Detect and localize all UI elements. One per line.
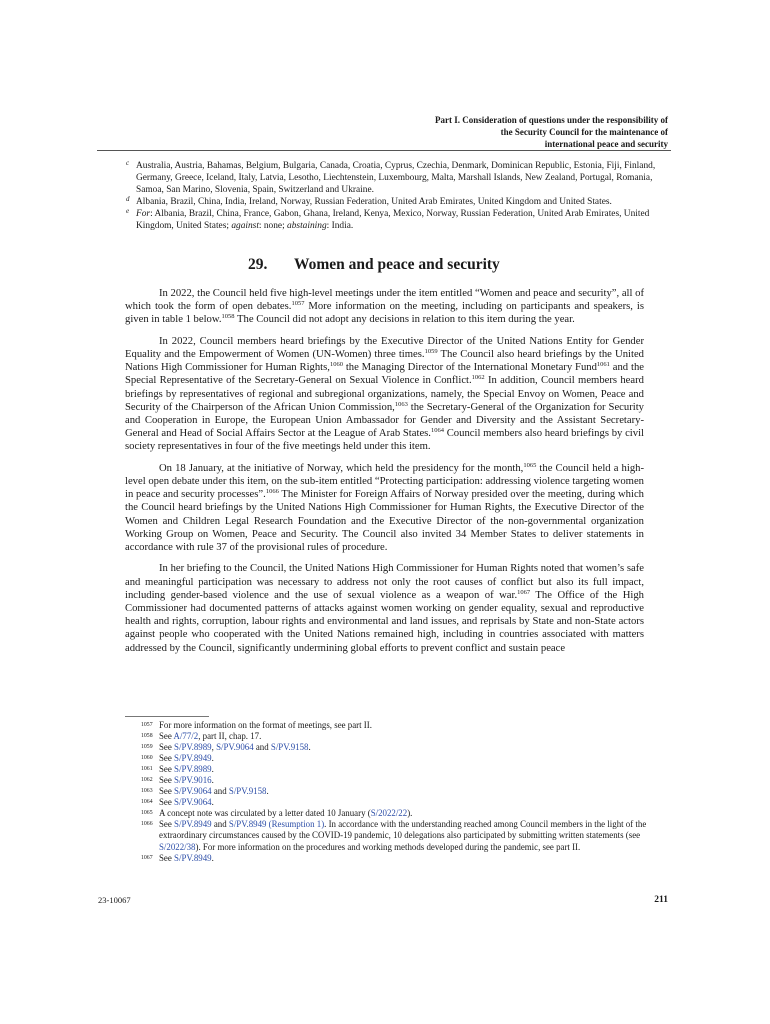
footnote-number: 1067 [141, 854, 153, 861]
footnote [138, 742, 648, 753]
document-link[interactable]: S/PV.9064 [174, 797, 212, 808]
document-link[interactable]: S/PV.8989 [174, 742, 212, 753]
document-link[interactable]: S/PV.9158 [270, 742, 309, 753]
document-link[interactable]: S/2022/38 [159, 841, 196, 852]
footnote-text: A concept note was circulated by a letter dated 10 January ( [159, 808, 371, 819]
document-link[interactable]: S/PV.9064 [174, 786, 212, 797]
table-notes [126, 160, 656, 233]
footnote-text: See [159, 797, 175, 808]
footnote [138, 797, 648, 808]
footnote-text: . [308, 742, 311, 753]
footnote [138, 786, 648, 797]
text-run: and the Special Representative of the Secretary-General on Sexual Violence in Conflict. [125, 362, 644, 387]
footnote-ref[interactable]: 1064 [430, 427, 444, 435]
footnote-number: 1063 [141, 788, 153, 795]
footnote-ref[interactable]: 1058 [221, 313, 235, 321]
footnote-number: 1059 [141, 744, 153, 751]
footnote-text: and [253, 742, 271, 753]
footnote [138, 853, 648, 864]
note-mark: e [126, 207, 130, 216]
footnote-number: 1062 [141, 777, 153, 784]
document-number: 23-10067 [98, 895, 131, 905]
section-heading [248, 256, 500, 274]
footnote-ref[interactable]: 1063 [394, 400, 408, 408]
footnote-text: See [159, 819, 175, 830]
text-run: the Council held a high-level open debate under this item, on the sub-item entitled “Protecting participation: addressing violence targeting women in peace and security processes”. [125, 462, 645, 501]
footnote [138, 764, 648, 775]
footnote-text: ). For more information on the procedures and working methods developed during the pandemic, see part II. [195, 841, 581, 852]
footnote [138, 808, 648, 819]
text-run: In 2022, the Council held five high-level meetings under the item entitled “Women and peace and security”, all of which took the form of open debates. [125, 288, 644, 313]
footnote-text: . [211, 852, 214, 863]
text-run: The Council also heard briefings by the United Nations High Commissioner for Human Rights, [125, 349, 644, 374]
footnote-number: 1060 [141, 755, 153, 762]
running-header-line: international peace and security [544, 139, 668, 149]
footnote [138, 731, 648, 742]
footnote-text: and [211, 819, 229, 830]
footnote-number: 1057 [141, 722, 153, 728]
text-run: the Secretary-General of the Organization for Security and Cooperation in Europe, the European Union Ambassador for Gender and Diversity and the Assistant Secretary-General and Head of Social Affairs Sector at the League of Arab States. [125, 401, 644, 440]
footnote-text: See [159, 786, 175, 797]
footnote-ref[interactable]: 1060 [329, 361, 343, 369]
text-run: More information on the meeting, including on participants and speakers, is given in table 1 below. [125, 301, 644, 326]
vote-against-text: : none; [258, 221, 288, 232]
footnote-text: . [266, 786, 269, 797]
vote-abstaining-text: : India. [326, 221, 354, 232]
footnote-text: See [159, 753, 175, 764]
footnote-text: . [211, 764, 214, 775]
text-run: the Managing Director of the International Monetary Fund [342, 362, 597, 374]
text-run: Council members also heard briefings by civil society representatives in four of the five meetings held under this item. [125, 428, 644, 453]
footnote-text: , part II, chap. 17. [198, 731, 262, 742]
text-run: In addition, Council members heard briefings by representatives of regional and subregional organizations, namely, the Special Envoy on Women, Peace and Security of the Chairperson of the African Union Commission, [125, 375, 644, 413]
footnote-text: See [159, 731, 174, 742]
footnote-ref[interactable]: 1057 [291, 300, 305, 308]
footnote-number: 1065 [141, 810, 153, 817]
page-number: 211 [654, 895, 668, 905]
section-number: 29. [248, 256, 268, 273]
footnote-text: See [159, 852, 175, 863]
paragraph [125, 287, 644, 327]
document-link[interactable]: A/77/2 [173, 731, 199, 742]
footnote-ref[interactable]: 1062 [471, 374, 485, 382]
body-text [125, 287, 644, 663]
vote-against-label: against [231, 221, 259, 232]
document-link[interactable]: S/PV.8949 [174, 819, 212, 830]
text-run: In her briefing to the Council, the United Nations High Commissioner for Human Rights noted that women’s safe and meaningful participation was necessary to address not only the root causes of conflict but also its full impact, including gender-based violence and the use of sexual violence as a weapon of war. [125, 563, 644, 601]
table-note [126, 196, 656, 208]
footnote-ref[interactable]: 1061 [596, 361, 610, 369]
document-link[interactable]: S/PV.8989 [174, 764, 212, 775]
text-run: The Minister for Foreign Affairs of Norway presided over the meeting, during which the Council heard briefings by the United Nations High Commissioner for Human Rights, the Executive Director of the Women and Children Legal Research Foundation and the Executive Director of the non-governmental organization Working Group on Women, Peace and Security. The Council also invited 34 Member States to deliver statements in accordance with rule 37 of the provisional rules of procedure. [125, 489, 644, 554]
footnote-number: 1066 [141, 821, 153, 828]
footnote-text: ). [407, 808, 413, 819]
footnote-ref[interactable]: 1059 [424, 348, 438, 355]
vote-for-text: : Albania, Brazil, China, France, Gabon, Ghana, Ireland, Kenya, Mexico, Norway, Russian Federation, United Arab Emirates, United Kingdom, United States; [136, 209, 650, 232]
footnote-text: , [211, 742, 217, 753]
footnote-number: 1061 [141, 766, 153, 773]
running-header-line: Part I. Consideration of questions under the responsibility of [435, 115, 668, 125]
header-divider [97, 150, 671, 151]
footnote-text: See [159, 742, 175, 753]
document-link[interactable]: S/PV.8949 (Resumption 1) [228, 819, 325, 830]
footnote-text: For more information on the format of meetings, see part II. [159, 720, 372, 730]
text-run: The Council did not adopt any decisions in relation to this item during the year. [234, 314, 575, 326]
document-link[interactable]: S/PV.9158 [228, 786, 267, 797]
footnote-text: See [159, 775, 175, 786]
footnote-ref[interactable]: 1067 [517, 588, 531, 596]
text-run: In 2022, Council members heard briefings by the Executive Director of the United Nations Entity for Gender Equality and the Empowerment of Women (UN-Women) three times. [125, 335, 644, 360]
note-mark: c [126, 159, 130, 167]
footnote-number: 1064 [141, 799, 153, 806]
footnote [138, 775, 648, 786]
document-link[interactable]: S/PV.9016 [174, 775, 212, 786]
vote-abstaining-label: abstaining [287, 221, 327, 232]
document-link[interactable]: S/PV.8949 [174, 852, 212, 863]
vote-for-label: For [136, 209, 151, 220]
section-title: Women and peace and security [294, 256, 500, 273]
footnote [138, 720, 648, 731]
paragraph [125, 335, 644, 454]
document-link[interactable]: S/PV.8949 [174, 753, 212, 764]
note-text: Albania, Brazil, China, India, Ireland, Norway, Russian Federation, United Arab Emirates, United Kingdom and United States. [136, 197, 612, 208]
footnote-text: . [211, 797, 214, 808]
text-run: On 18 January, at the initiative of Norway, which held the presidency for the month, [159, 462, 524, 474]
paragraph [125, 562, 644, 654]
footnote-text: . [211, 753, 214, 764]
footnote-ref[interactable]: 1066 [265, 488, 279, 496]
footnote [138, 753, 648, 764]
document-link[interactable]: S/PV.9064 [216, 742, 254, 753]
note-text: Australia, Austria, Bahamas, Belgium, Bulgaria, Canada, Croatia, Cyprus, Czechia, Denmark, Dominican Republic, Estonia, Fiji, Finland, Germany, Greece, Iceland, Italy, Latvia, Lesotho, Liechtenstein, Luxembourg, Malta, Marshall Islands, New Zealand, Portugal, Romania, Samoa, San Marino, Slovenia, Spain, Switzerland and Ukraine. [136, 161, 656, 196]
footnote [138, 819, 648, 852]
paragraph [125, 462, 644, 554]
text-run: The Office of the High Commissioner had documented patterns of attacks against women working on gender equality, sexual and reproductive health and rights, corruption, labour rights and environmental and land issues, and reprisals by State and non-State actors against people who cooperated with the United Nations remained high, including in countries associated with matters addressed by the Council, significantly undermining global efforts to prevent conflict and sustain peace [125, 589, 644, 654]
document-link[interactable]: S/2022/22 [370, 808, 408, 819]
running-header [248, 114, 668, 150]
footnote-divider [125, 716, 209, 717]
footnote-text: . In accordance with the understanding reached among Council members in the light of the extraordinary circumstances caused by the COVID-19 pandemic, 10 delegations also participated by submitting written statements (see [159, 819, 647, 841]
footnote-text: and [211, 786, 229, 797]
footnote-text: See [159, 764, 175, 775]
table-note [126, 160, 656, 196]
table-note [126, 208, 656, 232]
note-mark: d [126, 195, 130, 204]
footnote-ref[interactable]: 1065 [523, 461, 537, 469]
running-header-line: the Security Council for the maintenance of [500, 127, 668, 137]
footnote-text: . [211, 775, 214, 786]
footnotes [138, 720, 648, 864]
footnote-number: 1058 [141, 733, 153, 740]
